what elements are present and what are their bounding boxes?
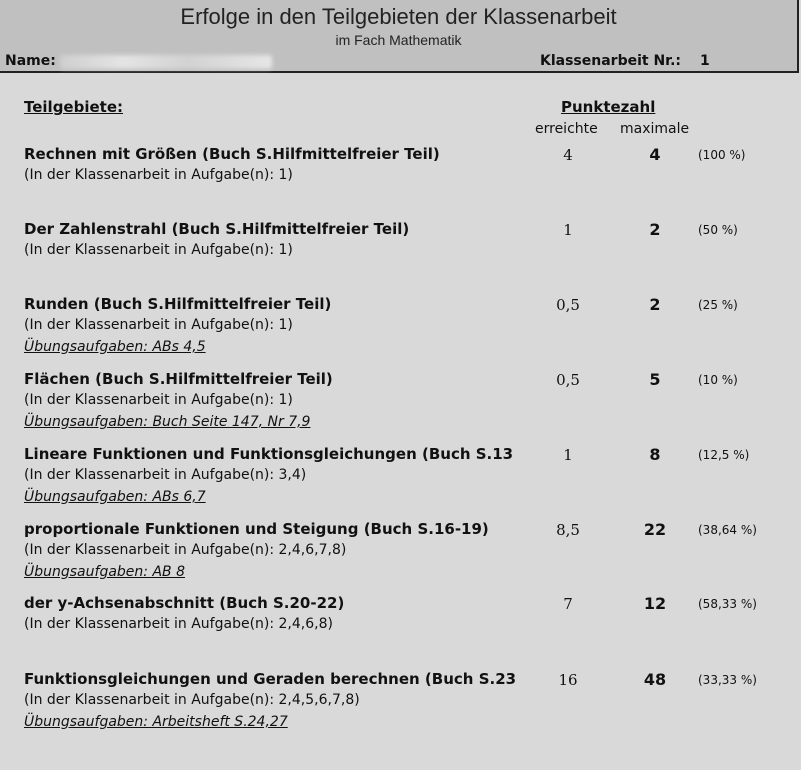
achieved-points: 1 bbox=[563, 446, 573, 464]
report-subtitle: im Fach Mathematik bbox=[335, 32, 462, 48]
topic-tasks: (In der Klassenarbeit in Aufgabe(n): 2,4,6,7,8) bbox=[24, 542, 347, 558]
max-points: 8 bbox=[649, 445, 661, 464]
max-points: 4 bbox=[649, 145, 661, 164]
percentage: (38,64 %) bbox=[698, 523, 757, 537]
max-points: 2 bbox=[649, 220, 661, 239]
max-points: 2 bbox=[649, 295, 661, 314]
achieved-column-header: erreichte bbox=[535, 121, 598, 137]
achieved-points: 1 bbox=[563, 221, 573, 239]
max-points: 12 bbox=[643, 594, 667, 613]
achieved-points: 8,5 bbox=[556, 521, 580, 539]
achieved-points: 7 bbox=[563, 595, 573, 613]
topic-tasks: (In der Klassenarbeit in Aufgabe(n): 2,4,6,8) bbox=[24, 616, 333, 632]
percentage: (50 %) bbox=[698, 223, 738, 237]
maximum-column-header: maximale bbox=[620, 121, 690, 137]
topic-title: Flächen (Buch S.Hilfmittelfreier Teil) bbox=[24, 370, 333, 388]
percentage: (10 %) bbox=[698, 373, 738, 387]
topic-tasks: (In der Klassenarbeit in Aufgabe(n): 2,4,5,6,7,8) bbox=[24, 692, 360, 708]
max-points: 48 bbox=[643, 670, 667, 689]
topics-column-header: Teilgebiete: bbox=[24, 98, 124, 116]
test-number-label: Klassenarbeit Nr.: bbox=[540, 53, 681, 69]
achieved-points: 0,5 bbox=[556, 371, 580, 389]
percentage: (58,33 %) bbox=[698, 597, 757, 611]
topic-tasks: (In der Klassenarbeit in Aufgabe(n): 3,4) bbox=[24, 467, 307, 483]
topic-title: proportionale Funktionen und Steigung (Buch S.16-19) bbox=[24, 520, 489, 538]
test-number-value: 1 bbox=[700, 53, 710, 69]
topic-tasks: (In der Klassenarbeit in Aufgabe(n): 1) bbox=[24, 317, 293, 333]
percentage: (100 %) bbox=[698, 148, 746, 162]
exercises-link[interactable]: Übungsaufgaben: AB 8 bbox=[24, 564, 185, 580]
achieved-points: 0,5 bbox=[556, 296, 580, 314]
redacted-name bbox=[60, 55, 272, 69]
report-title: Erfolge in den Teilgebieten der Klassenarbeit bbox=[180, 4, 617, 29]
topic-title: Rechnen mit Größen (Buch S.Hilfmittelfreier Teil) bbox=[24, 145, 440, 163]
exercises-link[interactable]: Übungsaufgaben: ABs 6,7 bbox=[24, 489, 206, 505]
points-column-header: Punktezahl bbox=[561, 98, 656, 116]
topic-title: Funktionsgleichungen und Geraden berechnen (Buch S.23 bbox=[24, 670, 517, 688]
topic-tasks: (In der Klassenarbeit in Aufgabe(n): 1) bbox=[24, 392, 293, 408]
exercises-link[interactable]: Übungsaufgaben: Arbeitsheft S.24,27 bbox=[24, 714, 288, 730]
exercises-link[interactable]: Übungsaufgaben: Buch Seite 147, Nr 7,9 bbox=[24, 414, 311, 430]
max-points: 5 bbox=[649, 370, 661, 389]
percentage: (33,33 %) bbox=[698, 673, 757, 687]
topic-title: Lineare Funktionen und Funktionsgleichungen (Buch S.13 bbox=[24, 445, 514, 463]
achieved-points: 4 bbox=[563, 146, 573, 164]
topic-tasks: (In der Klassenarbeit in Aufgabe(n): 1) bbox=[24, 167, 293, 183]
topic-tasks: (In der Klassenarbeit in Aufgabe(n): 1) bbox=[24, 242, 293, 258]
topic-title: Der Zahlenstrahl (Buch S.Hilfmittelfreier Teil) bbox=[24, 220, 410, 238]
name-label: Name: bbox=[5, 53, 56, 69]
max-points: 22 bbox=[643, 520, 667, 539]
report-header bbox=[0, 0, 799, 73]
achieved-points: 16 bbox=[558, 671, 578, 689]
exercises-link[interactable]: Übungsaufgaben: ABs 4,5 bbox=[24, 339, 206, 355]
topic-title: Runden (Buch S.Hilfmittelfreier Teil) bbox=[24, 295, 332, 313]
topic-title: der y-Achsenabschnitt (Buch S.20-22) bbox=[24, 594, 345, 612]
percentage: (12,5 %) bbox=[698, 448, 750, 462]
percentage: (25 %) bbox=[698, 298, 738, 312]
